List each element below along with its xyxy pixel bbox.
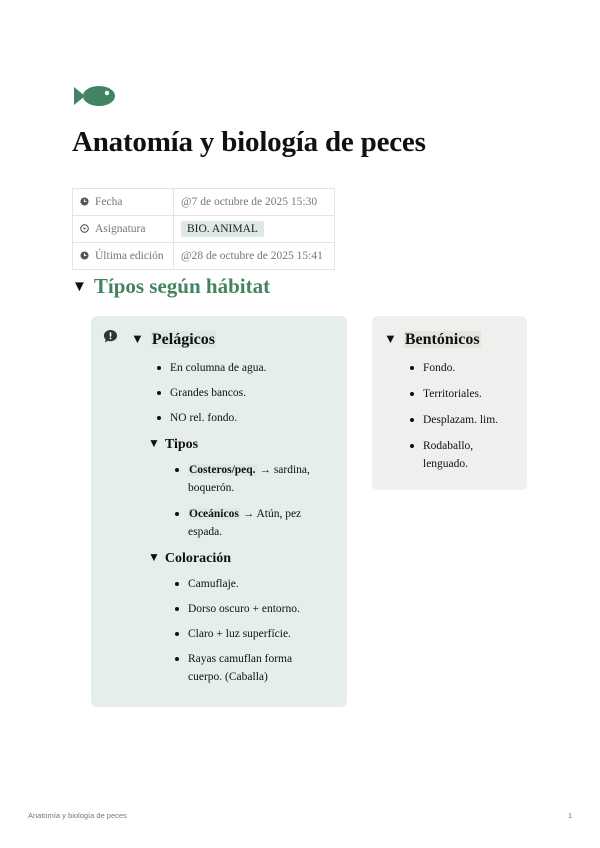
list-item: Fondo. xyxy=(423,359,518,377)
clock-icon xyxy=(80,251,89,260)
properties-table xyxy=(72,188,335,270)
bentonicos-callout xyxy=(372,316,527,490)
property-row-asignatura xyxy=(73,216,335,243)
list-item: Dorso oscuro + entorno. xyxy=(188,600,328,618)
list-item: Territoriales. xyxy=(423,385,518,403)
coloracion-toggle[interactable] xyxy=(148,550,231,567)
toggle-triangle-icon[interactable]: ▼ xyxy=(131,331,144,346)
toggle-triangle-icon[interactable]: ▼ xyxy=(384,331,397,346)
select-icon xyxy=(80,224,89,233)
clock-icon xyxy=(80,197,89,206)
speech-exclamation-icon xyxy=(103,329,118,344)
property-key xyxy=(73,189,174,216)
list-item: Grandes bancos. xyxy=(170,384,335,402)
property-value-asignatura[interactable] xyxy=(174,216,335,243)
tipos-title: Tipos xyxy=(164,437,199,452)
section-heading-text: Típos según hábitat xyxy=(93,274,271,298)
coloracion-title: Coloración xyxy=(164,551,231,566)
list-item: En columna de agua. xyxy=(170,359,335,377)
list-item: Oceánicos → Atún, pez espada. xyxy=(188,505,328,541)
property-row-ultima-edicion xyxy=(73,243,335,270)
list-item: Claro + luz superfície. xyxy=(188,625,328,643)
property-row-fecha xyxy=(73,189,335,216)
bentonicos-toggle[interactable] xyxy=(384,331,481,349)
tipos-list xyxy=(188,461,328,541)
property-key xyxy=(73,216,174,243)
toggle-triangle-icon[interactable]: ▼ xyxy=(72,279,87,295)
section-toggle-heading[interactable] xyxy=(72,274,270,299)
property-label: Última edición xyxy=(95,250,164,262)
footer-title: Anatomía y biología de peces xyxy=(28,811,127,820)
property-label: Asignatura xyxy=(95,223,146,235)
fish-icon xyxy=(72,82,118,110)
property-label: Fecha xyxy=(95,196,123,208)
list-item: Rayas camuflan forma cuerpo. (Caballa) xyxy=(188,650,328,686)
pelagicos-title: Pelágicos xyxy=(151,331,215,348)
property-value-fecha[interactable]: @7 de octubre de 2025 15:30 xyxy=(174,189,335,216)
pelagicos-bullets xyxy=(170,359,335,427)
property-value-ultima-edicion[interactable]: @28 de octubre de 2025 15:41 xyxy=(174,243,335,270)
list-item: Camuflaje. xyxy=(188,575,328,593)
pelagicos-callout xyxy=(91,316,347,707)
list-item: NO rel. fondo. xyxy=(170,409,335,427)
page-title: Anatomía y biología de peces xyxy=(72,126,426,158)
list-item: Desplazam. lim. xyxy=(423,411,518,429)
property-key xyxy=(73,243,174,270)
footer-page-number: 1 xyxy=(568,811,573,820)
list-item: Costeros/peq. → sardina, boquerón. xyxy=(188,461,328,497)
bentonicos-bullets xyxy=(423,359,518,473)
subject-tag[interactable]: BIO. ANIMAL xyxy=(181,221,264,237)
bentonicos-title: Bentónicos xyxy=(404,331,480,348)
tipos-toggle[interactable] xyxy=(148,436,198,453)
coloracion-list xyxy=(188,575,328,686)
toggle-triangle-icon[interactable]: ▼ xyxy=(148,550,160,564)
toggle-triangle-icon[interactable]: ▼ xyxy=(148,436,160,450)
pelagicos-toggle[interactable] xyxy=(131,331,216,349)
list-item: Rodaballo, lenguado. xyxy=(423,437,518,473)
